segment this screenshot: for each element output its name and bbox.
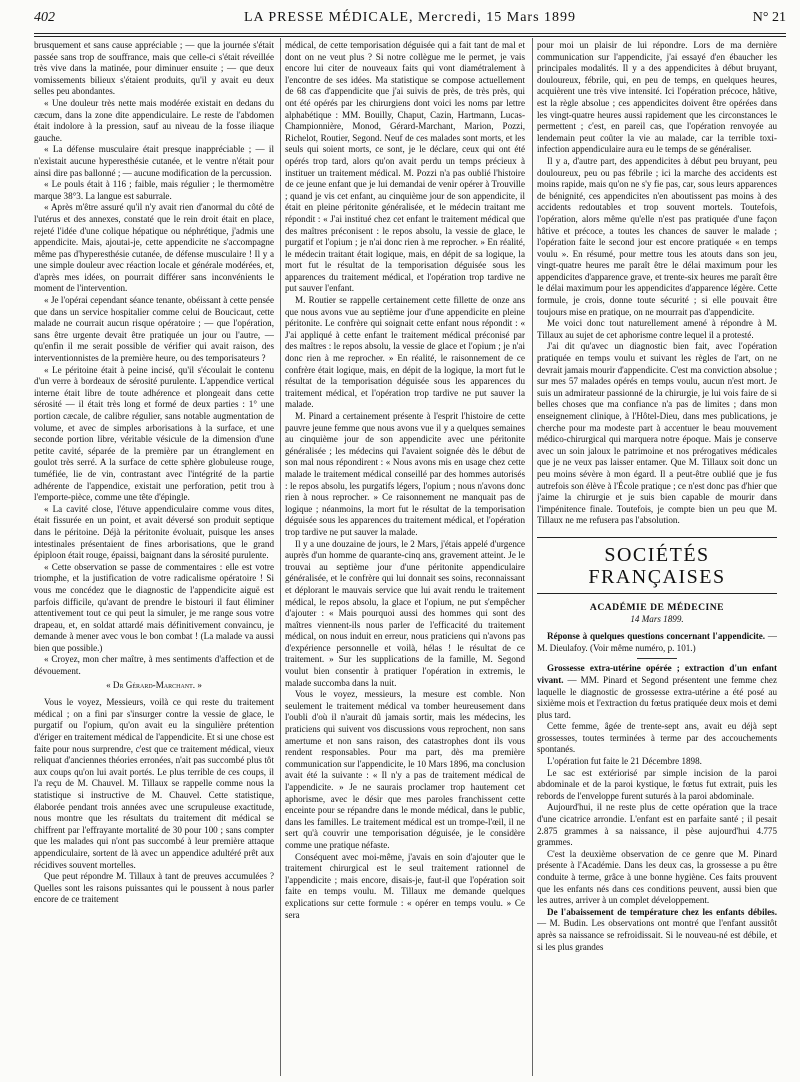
header-rule-2 [34,36,786,37]
session-date: 14 Mars 1899. [630,613,684,624]
column-2 [285,40,525,1075]
paragraph: Conséquent avec moi-même, j'avais en soin d'ajouter que le traitement chirurgical est le seul traitement rationnel de l'appendicite ; mais encore, disais-je, faut-il que l'opération soit faite en temps voulu. M. Tillaux me demande quelques explications sur cette formule : « opérer en temps voulu. » Ce sera [285,851,525,920]
column-1 [34,40,274,1075]
paragraph: Il y a une douzaine de jours, le 2 Mars, j'étais appelé d'urgence auprès d'un homme de quarante-cinq ans, gravement atteint. Je le trouvai au septième jour d'une péritonite appendiculaire généralisée, et le confrère qui lui donnait ses soins, reconnaissant et déplorant le mauvais service que lui avait rendu le traitement médical, le repos absolu, la glace et l'opium, ne put s'empêcher d'ajouter : « Mais pourquoi aussi des hommes qui sont des maîtres viennent-ils nous parler de l'efficacité du traitement médical, on nous induit en erreur, nous praticiens qui n'avons pas d'expérience personnelle et voilà, hélas ! le résultat de ce traitement. » Sur les supplications de la famille, M. Segond voulut bien consentir à pratiquer l'opération in extremis, le malade succomba dans la nuit. [285,538,525,688]
paragraph: « Le pouls était à 116 ; faible, mais régulier ; le thermomètre marque 38°3. La langue est saburrale. [34,179,274,201]
page-number: 402 [34,10,55,25]
report-body: — MM. Pinard et Segond présentent une femme chez laquelle le diagnostic de grossesse extra-utérine a été posé au sixième mois et l'extraction du fœtus pratiquée deux mois et demi plus tard. [537,674,777,720]
paragraph: C'est la deuxième observation de ce genre que M. Pinard présente à l'Académie. Dans les deux cas, la grossesse a pu être conduite à terme, grâce à une bonne hygiène. Ces faits prouvent que les enfants nés dans ces conditions peuvent, aussi bien que les autres, arriver à un complet développement. [537,848,777,906]
paragraph: M. Routier se rappelle certainement cette fillette de onze ans que nous avons vue au septième jour d'une appendicite en pleine péritonite. Le confrère qui soignait cette enfant nous répondit : « J'ai appliqué à cette enfant le traitement médical préconisé par des maîtres : le repos absolu, la vessie de glace et l'opium ; je n'ai donc rien à me reprocher. » En réalité, le raisonnement de ce confrère était logique, mais, en dépit de la logique, la mort fut le résultat de la temporisation déguisée sous les apparences du traitement médical, et l'opération trop tardive ne put sauver la malade. [285,295,525,410]
paragraph: M. Pinard a certainement présente à l'esprit l'histoire de cette pauvre jeune femme que nous avons vue il y a quelques semaines au cinquième jour de son appendicite avec une péritonite généralisée ; les médecins qui l'avaient soignée dès le début de son mal nous répondirent : « Nous avons mis en usage chez cette malade le traitement médical conseillé par des hommes autorisés : le repos absolu, les purgatifs légers, l'opium ; nous n'avons donc rien à nous reprocher. » Ce raisonnement ne manquait pas de logique ; néanmoins, la mort fut le résultat de la temporisation déguisée sous les apparences du traitement médical, et l'opération trop tardive ne put sauver la malade. [285,411,525,537]
paragraph: Aujourd'hui, il ne reste plus de cette opération que la trace d'une cicatrice arrondie. L'enfant est en parfaite santé ; il pesait 2.875 grammes à sa naissance, il pèse aujourd'hui 4.775 grammes. [537,802,777,848]
academy-heading: ACADÉMIE DE MÉDECINE [589,601,725,613]
paragraph: « La cavité close, l'étuve appendiculaire comme vous dites, était fissurée en un point, et avait déversé son produit septique dans le péritoine. Déjà la péritonite évoluait, puisque les anses intestinales présentaient de fines arborisations, que le grand épiploon était rouge, épaissi, baignant dans la sérosité purulente. [34,503,274,561]
journal-title: LA PRESSE MÉDICALE, Mercredi, 15 Mars 1899 [243,10,577,25]
paragraph: « Cette observation se passe de commentaires : elle est votre triomphe, et la justification de votre radicalisme opératoire ! Si vous me concédez que le diagnostic de l'appendicite aiguë est parfois difficile, qu'avant de prendre le bistouri il faut éliminer attentivement tout ce qui peut la simuler, je me range sous votre drapeau, et, en soldat attardé mais définitivement convaincu, je demande à mener avec vous le bon combat ! (La malade va aussi bien que possible.) [34,561,274,653]
paragraph: Le sac est extériorisé par simple incision de la paroi abdominale et de la paroi kystique, le fœtus fut extrait, puis les rebords de l'enveloppe furent suturés à la paroi abdominale. [537,767,777,801]
paragraph: « Je l'opérai cependant séance tenante, obéissant à cette pensée que dans un service hospitalier comme celui de Boucicaut, cette malade ne courrait aucun risque opératoire ; — que l'opération, sans être urgente devait être pratiquée un jour ou l'autre, — qu'enfin il me serait possible de vérifier qui avait raison, des interventionnistes de la première heure, ou des temporisateurs ? [34,295,274,364]
section-header [537,537,777,594]
paragraph: J'ai dit qu'avec un diagnostic bien fait, avec l'opération pratiquée en temps voulu et suivant les règles de l'art, on ne devrait jamais mourir d'appendicite. C'est ma conviction absolue ; sur mes 57 malades opérés en temps voulu, aucun n'est mort. Je suis un admirateur passionné de la chirurgie, je lui vois faire de si belles choses que ma confiance n'a pas de limites ; dans mon enseignement clinique, à l'Hôtel-Dieu, dans mes publications, je cherche pour ma modeste part à accentuer le beau mouvement médico-chirurgical qui marquera notre époque. Mais je conserve avec un soin jaloux le patrimoine et nos prérogatives médicales que je ne veux pas laisser entamer. Que M. Tillaux soit donc un peu moins sévère à mon égard. Il a peut-être oublié que je fus autrefois son élève à l'École pratique ; ce n'est donc pas d'hier que j'aime la chirurgie et je suis bien capable de mourir dans l'impénitence finale. Toutefois, je compte bien un peu que M. Tillaux ne me refusera pas l'absolution. [537,341,777,526]
paragraph: Vous le voyez, messieurs, la mesure est comble. Non seulement le traitement médical va tomber heureusement dans l'oubli d'où il n'aurait dû jamais sortir, mais les médecins, les praticiens qui suivent vos discussions vous reprochent, non sans amertume et non sans raison, des catastrophes dont ils vous rendent responsables. Pour ma part, dès ma première communication sur l'appendicite, le 10 Mars 1896, ma conclusion avait été la suivante : « Il n'y a pas de traitement médical de l'appendicite. » Je ne saurais proclamer trop hautement cet aphorisme, avec le désir que mes paroles franchissent cette enceinte pour se répandre dans le monde médical, dans le public, dans les familles. Le traitement médical est un trompe-l'œil, il ne sert qu'à couvrir une temporisation déguisée, je le considère comme une pratique néfaste. [285,689,525,850]
paragraph: « Croyez, mon cher maître, à mes sentiments d'affection et de dévouement. [34,654,274,677]
column-3 [537,40,777,1075]
report-entry [537,907,777,953]
signature: « Dr Gérard-Marchant. » [106,679,202,690]
paragraph: « La défense musculaire était presque inappréciable ; — il n'existait aucune hyperesthésie cutanée, et le ventre n'était pour ainsi dire pas ballonné ; — aucune modification de la percussion. [34,144,274,178]
header-rule [34,33,786,34]
column-divider [532,38,533,1076]
paragraph: médical, de cette temporisation déguisée qui a fait tant de mal et dont on ne veut plus ? Si notre collègue me le permet, je vais encore lui citer de nouveaux faits qui vont diamétralement à l'encontre de ses idées. Ma statistique se compose actuellement de 68 cas d'appendicite que j'ai suivis de près, de très près, qui ont été opérés par les chirurgiens dont voici les noms par lettre alphabétique : MM. Bouilly, Chaput, Cazin, Hartmann, Lucas-Championnière, Monod, Gérard-Marchant, Marion, Pozzi, Richelot, Routier, Segond. Neuf de ces malades sont morts, et les seuls qui soient morts, ce sont, je le déclare, ceux qui ont été opérés trop tard, alors qu'on avait perdu un temps précieux à instituer un traitement médical. M. Pozzi n'a pas oublié l'histoire de ce jeune enfant que je lui demandai de venir opérer à Trouville ; quand je vis cet enfant, au cinquième jour de son appendicite, il était en pleine péritonite généralisée, et le médecin traitant me répondit : « J'ai institué chez cet enfant le traitement médical que des maîtres préconisent : le repos absolu, la vessie de glace, le purgatif et l'opium ; je n'ai donc rien à me reprocher. » En réalité, le médecin traitant était logique, mais, en dépit de sa logique, la mort fut le résultat de la temporisation déguisée sous les apparences du traitement médical, et l'opération trop tardive ne put sauver l'enfant. [285,40,525,294]
report-entry [537,631,777,654]
paragraph: « Le péritoine était à peine incisé, qu'il s'écoulait le contenu d'un verre à bordeaux de sérosité purulente. L'appendice vertical interne était libre de toute adhérence et plongeait dans cette sérosité — il était très long et formé de deux parties : 1° une portion cæcale, de calibre régulier, sans notable augmentation de volume, et avec de simples arborisations à la surface, et une seconde portion libre, véritable vésicule de la dimension d'une petite cavité, séparée de la première par un étranglement en goulot très serré. A la surface de cette sphère globuleuse rouge, tuméfiée, lie de vin, contrastant avec l'intégrité de la partie adhérente de l'appendice, existait une perforation, petit trou à l'emporte-pièce, comme une tête d'épingle. [34,364,274,503]
paragraph: pour moi un plaisir de lui répondre. Lors de ma dernière communication sur l'appendicite, j'ai essayé d'en ébaucher les principales modalités. Il y a des appendicites à début bruyant, douloureux, fébrile, qui, en peu de temps, en quelques heures, acquièrent une très vive intensité. Ici l'opération précoce, hâtive, est la règle absolue ; ces appendicites doivent être opérées dans les vingt-quatre heures aussi rapidement que les circonstances le permettent ; c'est, en pareil cas, que l'opération renvoyée au lendemain peut coûter la vie au malade, car la terrible toxi-infection appendiculaire aura eu le temps de se généraliser. [537,40,777,155]
report-title: De l'abaissement de température chez les enfants débiles. [547,906,777,917]
issue-number: N° 21 [752,10,786,25]
paragraph: « Après m'être assuré qu'il n'y avait rien d'anormal du côté de l'utérus et des annexes, constaté que le rein droit était en place, rejeté l'idée d'une colique hépatique ou néphrétique, j'admis une appendicite. Mais, ajoutai-je, cette appendicite ne s'accompagne même pas d'hyperesthésie cutanée, de défense musculaire ! Il y a une simple douleur avec réaction locale et générale modérées, et, d'après mes idées, on pourrait différer sans inconvénients le moment de l'intervention. [34,202,274,294]
report-body: — M. Dieulafoy. (Voir même numéro, p. 101.) [537,631,777,653]
report-title: Réponse à quelques questions concernant l'appendicite. [547,631,766,642]
paragraph: Cette femme, âgée de trente-sept ans, avait eu déjà sept grossesses, toutes terminées à terme par des accouchements spontanés. [537,721,777,755]
paragraph: L'opération fut faite le 21 Décembre 1898. [547,756,702,767]
paragraph: brusquement et sans cause appréciable ; — que la journée s'était passée sans trop de souffrance, mais que celle-ci s'était réveillée très vive dans la matinée, pour diminuer ensuite ; — que deux vomissements bilieux s'étaient produits, qu'il y avait eu deux selles peu abondantes. [34,40,274,97]
report-body: — M. Budin. Les observations ont montré que l'enfant aussitôt après sa naissance se refroidissait. Si le nouveau-né est débile, et si les plus grandes [537,918,777,952]
section-title: SOCIÉTÉS FRANÇAISES [588,543,726,588]
paragraph: Que peut répondre M. Tillaux à tant de preuves accumulées ? Quelles sont les raisons puissantes qui le poussent à nous parler encore de ce traitement [34,871,274,905]
report-entry [537,663,777,721]
paragraph: Il y a, d'autre part, des appendicites à début peu bruyant, peu douloureux, peu ou pas fébrile ; ici la marche des accidents est moins rapide, mais qu'on ne s'y fie pas, car, sous leurs apparences de bénignité, ces appendicites n'en aboutissent pas moins à des accidents redoutables et trop souvent mortels. Toutefois, l'opération, alors même qu'elle n'est pas pratiquée d'une façon hâtive et précoce, a toutes les chances de sauver le malade ; l'opération faite le second jour est encore pratiquée « en temps voulu ». En résumé, pour mettre tous les atouts dans son jeu, vingt-quatre heures me paraît être le délai maximum pour les appendicites d'apparence grave, et trente-six heures me paraît être le délai maximum pour les appendicites d'apparence légère. Cette formule, je crois, donne toute sécurité ; si elle pouvait être toujours mise en pratique, on ne mourrait pas d'appendicite. [537,155,777,317]
separator [637,658,677,659]
paragraph: Vous le voyez, Messieurs, voilà ce qui reste du traitement médical ; on a fini par s'insurger contre la vessie de glace, le purgatif ou l'opium, qu'on avait eu la singulière prétention d'ériger en traitement médical de l'appendicite. Et si une chose est faite pour nous surprendre, c'est que ce traitement médical, vieux reliquat d'anciennes théories erronées, n'ait pas succombé plus tôt aux coups qu'on lui avait portés. Le plus terrible de ces coups, il l'a reçu de M. Chauvel. M. Tillaux se rappelle comme nous la statistique si instructive de M. Chauvel. Cette statistique, élaborée pendant trois années avec une scrupuleuse exactitude, nous montre que les résultats du traitement dit médical se chiffrent par l'effrayante mortalité de 30 pour 100 ; sans compter que les malades qui n'ont pas succombé à leur première attaque appendiculaire, sortent de là avec un appendice adultéré prêt aux récidives souvent mortelles. [34,697,274,870]
page-header [34,10,786,30]
report-title: Grossesse extra-utérine opérée ; extraction d'un enfant vivant. [537,663,777,685]
column-divider [280,38,281,1076]
paragraph: Me voici donc tout naturellement amené à répondre à M. Tillaux au sujet de cet aphorisme contre lequel il a protesté. [537,318,777,340]
paragraph: « Une douleur très nette mais modérée existait en dedans du cæcum, dans la zone dite appendiculaire. Le reste de l'abdomen était indolore à la pression, sauf au niveau de la fosse iliaque gauche. [34,97,274,143]
